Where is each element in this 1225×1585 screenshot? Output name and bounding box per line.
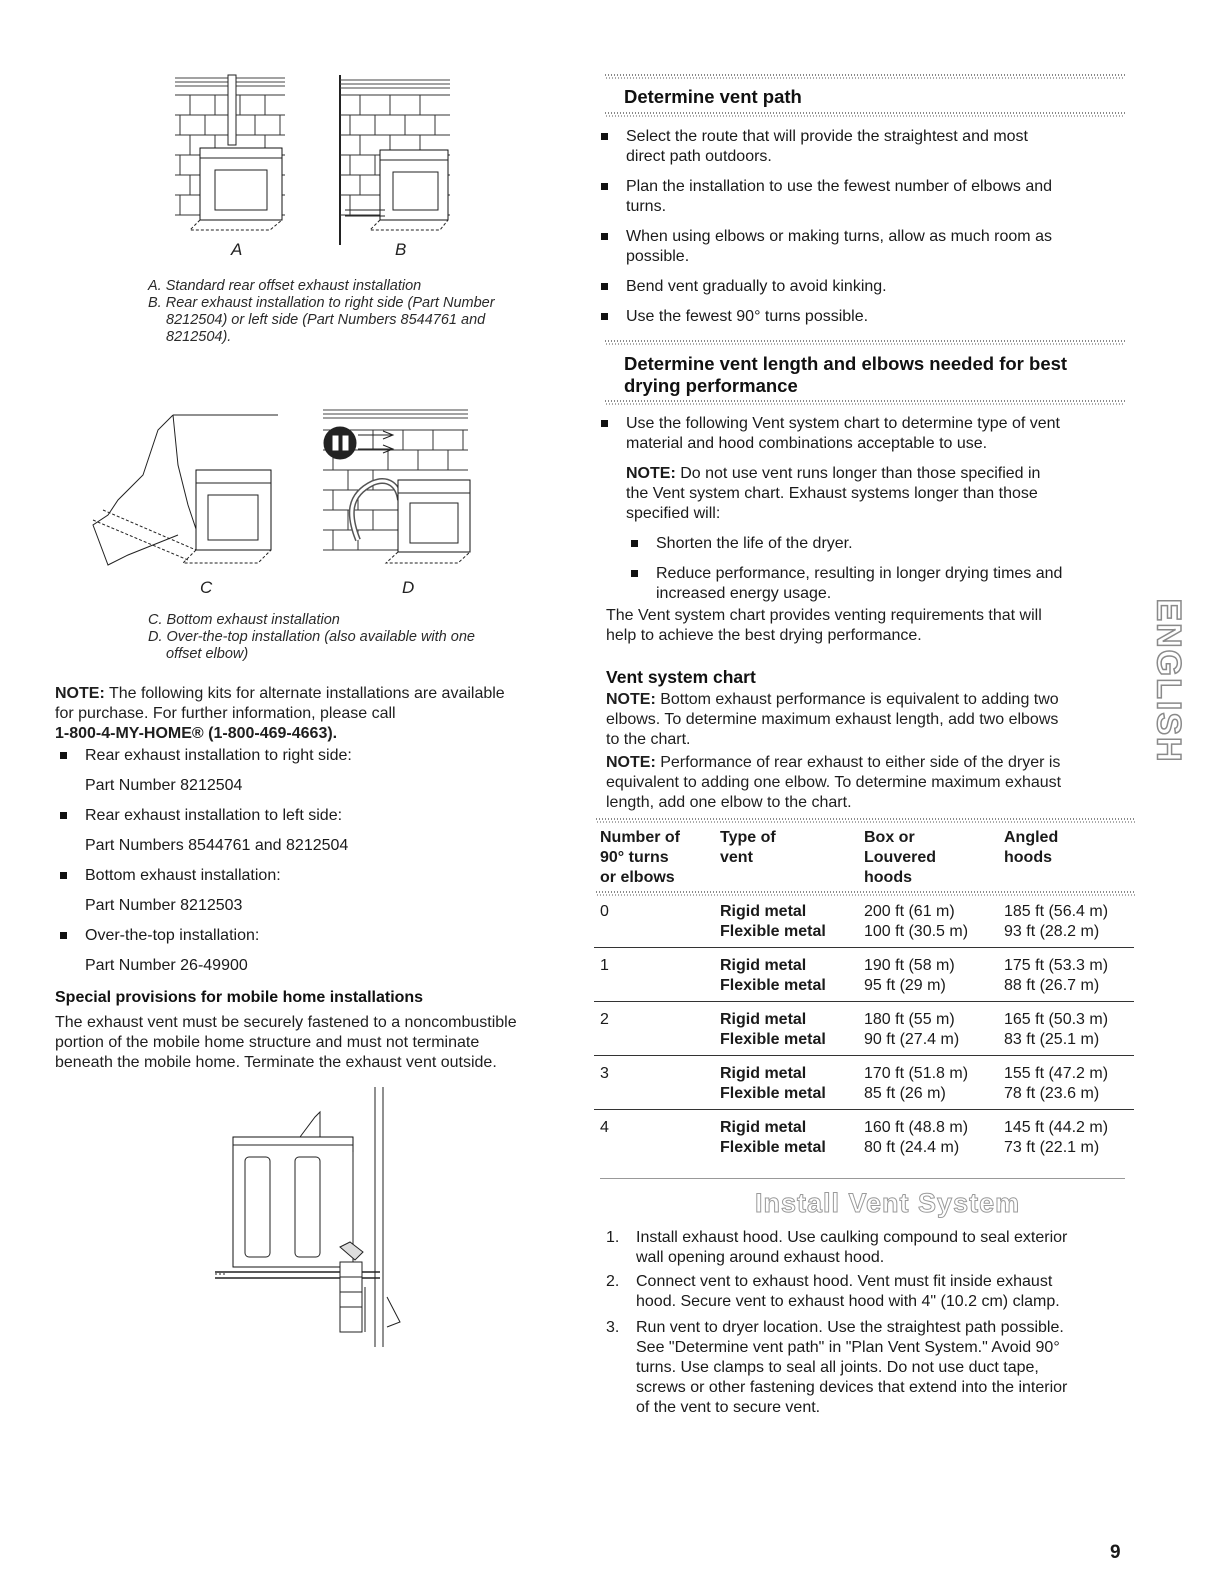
divider <box>596 891 1136 896</box>
row-divider <box>594 947 1134 948</box>
header-line: Angled <box>1004 829 1059 846</box>
install-vent-system-title: Install Vent System <box>755 1188 1021 1218</box>
kit-item <box>55 926 575 976</box>
intro-line: help to achieve the best drying performance. <box>606 627 922 644</box>
cell-box-rigid: 160 ft (48.8 m) <box>864 1119 969 1136</box>
cell-angled-rigid: 145 ft (44.2 m) <box>1004 1119 1109 1136</box>
bullet-square <box>60 752 67 759</box>
cell-box-flex: 100 ft (30.5 m) <box>864 923 969 940</box>
caption-b-line3: 8212504). <box>166 329 232 345</box>
list-item <box>626 564 1126 604</box>
row-divider <box>600 1178 1125 1179</box>
cell-rigid: Rigid metal <box>720 1011 807 1028</box>
note-line: Performance of rear exhaust to either side of the dryer is <box>655 754 1061 771</box>
mobile-text-line: portion of the mobile home structure and must not terminate <box>55 1034 480 1051</box>
cell-angled-rigid: 165 ft (50.3 m) <box>1004 1011 1109 1028</box>
vent-chart-heading: Vent system chart <box>606 667 756 687</box>
kit-label: Over-the-top installation: <box>85 927 260 944</box>
header-line: vent <box>720 849 753 866</box>
step-text <box>636 1318 1067 1418</box>
heading-line: Determine vent length and elbows needed for best <box>624 353 1068 374</box>
bullet-line: direct path outdoors. <box>626 148 772 165</box>
page-number: 9 <box>1110 1542 1121 1563</box>
bullet-square <box>601 283 608 290</box>
step-text <box>636 1228 1067 1268</box>
figure-letter-a: A <box>231 240 243 259</box>
list-item <box>596 177 1126 217</box>
step-line: Run vent to dryer location. Use the straightest path possible. <box>636 1319 1064 1336</box>
figure-letter-b: B <box>395 240 407 259</box>
list-item <box>596 414 1126 524</box>
bullet-line: Plan the installation to use the fewest number of elbows and <box>626 178 1053 195</box>
figure-ab-captions <box>148 278 495 346</box>
performance-sub-list <box>626 534 1126 604</box>
list-item <box>596 277 1126 297</box>
step-line: See "Determine vent path" in "Plan Vent System." Avoid 90° <box>636 1339 1060 1356</box>
cell-rigid: Rigid metal <box>720 1065 807 1082</box>
header-line: Louvered <box>864 849 937 866</box>
figure-letter-c: C <box>200 578 213 597</box>
bullet-line: Shorten the life of the dryer. <box>656 535 853 552</box>
step-text <box>636 1272 1060 1312</box>
bullet-line: When using elbows or making turns, allow as much room as <box>626 228 1052 245</box>
install-step <box>606 1228 1136 1268</box>
header-line: hoods <box>864 869 912 886</box>
list-item <box>596 127 1126 167</box>
bullet-square <box>601 313 608 320</box>
bullet-square <box>601 233 608 240</box>
step-number: 2. <box>606 1273 620 1290</box>
note-line: elbows. To determine maximum exhaust length, add two elbows <box>606 711 1059 728</box>
cell-angled-flex: 83 ft (25.1 m) <box>1004 1031 1100 1048</box>
divider <box>596 818 1136 823</box>
row-divider <box>594 1109 1134 1110</box>
bullet-square <box>60 932 67 939</box>
divider <box>605 112 1125 117</box>
bullet-line: turns. <box>626 198 667 215</box>
header-line: Number of <box>600 829 680 846</box>
col-header-turns <box>600 828 720 888</box>
step-line: Connect vent to exhaust hood. Vent must fit inside exhaust <box>636 1273 1053 1290</box>
note-line: to the chart. <box>606 731 691 748</box>
row-divider <box>594 1055 1134 1056</box>
figure-c-bottom-exhaust <box>88 405 288 575</box>
cell-rigid: Rigid metal <box>720 1119 807 1136</box>
header-line: hoods <box>1004 849 1052 866</box>
note-label: NOTE: <box>626 465 676 482</box>
step-line: turns. Use clamps to seal all joints. Do not use duct tape, <box>636 1359 1039 1376</box>
bullet-square <box>601 183 608 190</box>
header-line: Box or <box>864 829 915 846</box>
mobile-text-line: beneath the mobile home. Terminate the exhaust vent outside. <box>55 1054 497 1071</box>
bullet-line: Bend vent gradually to avoid kinking. <box>626 278 887 295</box>
kit-item <box>55 746 575 796</box>
kit-label: Bottom exhaust installation: <box>85 867 281 884</box>
vent-path-list <box>596 127 1126 327</box>
note-label: NOTE: <box>606 754 656 771</box>
cell-turns: 1 <box>600 957 609 974</box>
figure-a-rear-offset <box>170 70 290 245</box>
language-side-tab <box>1148 568 1188 793</box>
note-line: equivalent to adding one elbow. To determine maximum exhaust <box>606 774 1062 791</box>
cell-box-flex: 95 ft (29 m) <box>864 977 946 994</box>
kit-part: Part Number 8212504 <box>85 777 243 794</box>
kit-item <box>55 806 575 856</box>
note-line: specified will: <box>626 505 721 522</box>
kit-part: Part Number 26-49900 <box>85 957 248 974</box>
cell-angled-rigid: 155 ft (47.2 m) <box>1004 1065 1109 1082</box>
divider <box>605 400 1125 405</box>
step-line: of the vent to secure vent. <box>636 1399 821 1416</box>
kit-label: Rear exhaust installation to right side: <box>85 747 352 764</box>
mobile-text-line: The exhaust vent must be securely fastened to a noncombustible <box>55 1014 517 1031</box>
kit-label: Rear exhaust installation to left side: <box>85 807 343 824</box>
bullet-square <box>60 812 67 819</box>
kit-item <box>55 866 575 916</box>
cell-box-flex: 85 ft (26 m) <box>864 1085 946 1102</box>
cell-angled-flex: 73 ft (22.1 m) <box>1004 1139 1100 1156</box>
bullet-line: Reduce performance, resulting in longer drying times and <box>656 565 1063 582</box>
kits-note <box>55 684 575 744</box>
figure-mobile-home-dryer <box>215 1082 415 1352</box>
kit-part: Part Number 8212503 <box>85 897 243 914</box>
note-label: NOTE: <box>606 691 656 708</box>
bullet-line: possible. <box>626 248 690 265</box>
intro-line: The Vent system chart provides venting requirements that will <box>606 607 1042 624</box>
col-header-angled <box>1004 828 1134 868</box>
step-line: Install exhaust hood. Use caulking compound to seal exterior <box>636 1229 1068 1246</box>
divider <box>605 74 1125 79</box>
bullet-square <box>601 420 608 427</box>
install-step <box>606 1272 1136 1312</box>
note-line: the Vent system chart. Exhaust systems longer than those <box>626 485 1038 502</box>
cell-turns: 3 <box>600 1065 609 1082</box>
bullet-line: increased energy usage. <box>656 585 832 602</box>
bullet-line: Use the fewest 90° turns possible. <box>626 308 869 325</box>
cell-turns: 0 <box>600 903 609 920</box>
cell-rigid: Rigid metal <box>720 957 807 974</box>
cell-flexible: Flexible metal <box>720 1031 826 1048</box>
bullet-square <box>631 570 638 577</box>
cell-box-rigid: 170 ft (51.8 m) <box>864 1065 969 1082</box>
cell-angled-rigid: 185 ft (56.4 m) <box>1004 903 1109 920</box>
bullet-square <box>631 540 638 547</box>
cell-angled-flex: 93 ft (28.2 m) <box>1004 923 1100 940</box>
install-step <box>606 1318 1136 1418</box>
vent-path-heading: Determine vent path <box>624 86 802 107</box>
header-line: or elbows <box>600 869 675 886</box>
cell-angled-rigid: 175 ft (53.3 m) <box>1004 957 1109 974</box>
bullet-line: Select the route that will provide the straightest and most <box>626 128 1028 145</box>
step-line: hood. Secure vent to exhaust hood with 4" (10.2 cm) clamp. <box>636 1293 1060 1310</box>
vent-length-list <box>596 414 1126 524</box>
kits-note-text: The following kits for alternate installations are available <box>104 685 505 702</box>
divider <box>605 340 1125 345</box>
cell-flexible: Flexible metal <box>720 977 826 994</box>
figure-letter-d: D <box>402 578 415 597</box>
bullet-line: material and hood combinations acceptable to use. <box>626 435 988 452</box>
caption-b-line1: B. Rear exhaust installation to right side (Part Number <box>148 295 495 311</box>
list-item <box>596 227 1126 267</box>
caption-b-line2: 8212504) or left side (Part Numbers 8544761 and <box>166 312 486 328</box>
kits-note-label: NOTE: <box>55 685 105 702</box>
note-line: Bottom exhaust performance is equivalent to adding two <box>655 691 1059 708</box>
caption-d-line2: offset elbow) <box>166 646 249 662</box>
caption-c: C. Bottom exhaust installation <box>148 612 340 628</box>
caption-d-line1: D. Over-the-top installation (also available with one <box>148 629 475 645</box>
cell-box-flex: 80 ft (24.4 m) <box>864 1139 960 1156</box>
cell-flexible: Flexible metal <box>720 1085 826 1102</box>
col-header-vent-type <box>720 828 860 868</box>
cell-box-flex: 90 ft (27.4 m) <box>864 1031 960 1048</box>
kit-part: Part Numbers 8544761 and 8212504 <box>85 837 349 854</box>
step-line: wall opening around exhaust hood. <box>636 1249 885 1266</box>
cell-angled-flex: 78 ft (23.6 m) <box>1004 1085 1100 1102</box>
length-note <box>626 464 1126 484</box>
chart-notes <box>606 690 1131 813</box>
bullet-square <box>60 872 67 879</box>
side-tab-label: ENGLISH <box>1149 597 1188 764</box>
row-divider <box>594 1001 1134 1002</box>
cell-turns: 4 <box>600 1119 609 1136</box>
cell-angled-flex: 88 ft (26.7 m) <box>1004 977 1100 994</box>
cell-flexible: Flexible metal <box>720 923 826 940</box>
cell-turns: 2 <box>600 1011 609 1028</box>
cell-rigid: Rigid metal <box>720 903 807 920</box>
header-line: 90° turns <box>600 849 669 866</box>
caption-a: A. Standard rear offset exhaust installation <box>148 278 422 294</box>
col-header-box-louvered <box>864 828 1004 888</box>
cell-flexible: Flexible metal <box>720 1139 826 1156</box>
step-number: 3. <box>606 1319 620 1336</box>
kits-phone-number: 1-800-4-MY-HOME® (1-800-469-4663). <box>55 725 338 742</box>
list-item <box>626 534 1126 554</box>
mobile-home-text <box>55 1013 585 1073</box>
kits-list <box>55 746 575 976</box>
cell-box-rigid: 190 ft (58 m) <box>864 957 955 974</box>
note-line: Do not use vent runs longer than those specified in <box>675 465 1041 482</box>
cell-box-rigid: 180 ft (55 m) <box>864 1011 955 1028</box>
mobile-home-heading: Special provisions for mobile home installations <box>55 989 424 1006</box>
kits-note-line2: for purchase. For further information, please call <box>55 705 396 722</box>
step-number: 1. <box>606 1229 620 1246</box>
table-row <box>600 1118 1135 1172</box>
vent-length-heading <box>624 353 1067 397</box>
figure-cd-captions <box>148 612 475 663</box>
step-line: screws or other fastening devices that extend into the interior <box>636 1379 1068 1396</box>
heading-line: drying performance <box>624 375 798 396</box>
note-line: length, add one elbow to the chart. <box>606 794 852 811</box>
cell-box-rigid: 200 ft (61 m) <box>864 903 955 920</box>
figure-d-over-the-top <box>318 405 478 575</box>
bullet-line: Use the following Vent system chart to determine type of vent <box>626 415 1060 432</box>
header-line: Type of <box>720 829 776 846</box>
figure-b-rear-side <box>335 70 455 245</box>
bullet-square <box>601 133 608 140</box>
list-item <box>596 307 1126 327</box>
chart-intro <box>606 606 1126 646</box>
